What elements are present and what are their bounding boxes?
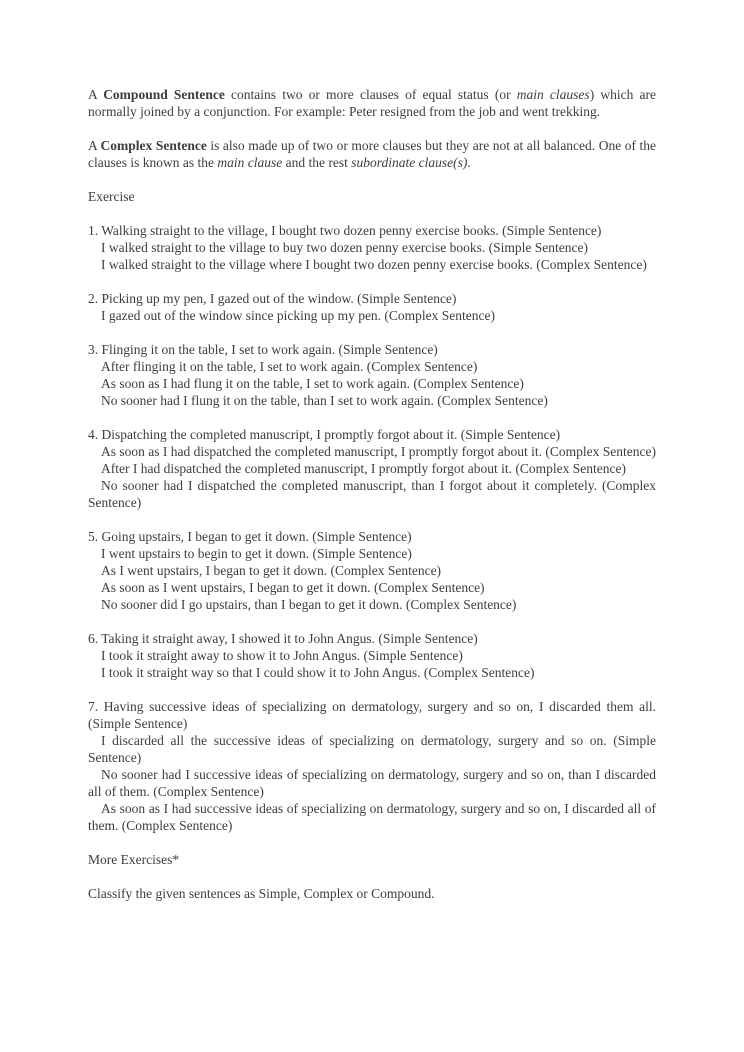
term-bold: Complex Sentence — [100, 138, 207, 153]
exercise-item-alt-sentence: I took it straight way so that I could show it to John Angus. (Complex Sentence) — [101, 665, 535, 680]
exercise-item-alt-sentence: As I went upstairs, I began to get it down. (Complex Sentence) — [101, 563, 442, 578]
term-bold: Compound Sentence — [103, 87, 225, 102]
exercise-heading: Exercise — [88, 189, 135, 204]
exercise-item-alt-sentence: I went upstairs to begin to get it down. (Simple Sentence) — [101, 546, 412, 561]
exercise-list — [88, 222, 656, 834]
text-run: . — [467, 155, 471, 170]
exercise-item — [88, 341, 656, 409]
exercise-item-alt-sentence: I walked straight to the village where I bought two dozen penny exercise books. (Complex Sentence) — [101, 257, 647, 272]
exercise-item-first-sentence: 5. Going upstairs, I began to get it down. (Simple Sentence) — [88, 529, 412, 544]
closing-instruction: Classify the given sentences as Simple, Complex or Compound. — [88, 886, 435, 901]
exercise-item-first-sentence: 3. Flinging it on the table, I set to work again. (Simple Sentence) — [88, 342, 438, 357]
intro-paragraph — [88, 137, 656, 171]
exercise-item — [88, 426, 656, 511]
exercise-item — [88, 698, 656, 834]
exercise-item-alt-sentence: After flinging it on the table, I set to work again. (Complex Sentence) — [101, 359, 478, 374]
term-italic: subordinate clause(s) — [351, 155, 468, 170]
intro-paragraph — [88, 86, 656, 120]
text-run: ) which are normally joined by a conjunction. For example: Peter resigned from the job and went trekking. — [88, 87, 656, 119]
text-run: A — [88, 87, 104, 102]
exercise-item — [88, 290, 656, 324]
text-run: A — [88, 138, 101, 153]
text-run: and the rest — [282, 155, 352, 170]
term-italic: main clause — [217, 155, 283, 170]
exercise-item-alt-sentence: As soon as I had dispatched the completed manuscript, I promptly forgot about it. (Complex Sentence) — [101, 444, 657, 459]
exercise-item-alt-sentence: As soon as I had flung it on the table, I set to work again. (Complex Sentence) — [101, 376, 524, 391]
exercise-item — [88, 222, 656, 273]
exercise-item — [88, 630, 656, 681]
term-italic: main clauses — [516, 87, 590, 102]
exercise-item-alt-sentence: No sooner had I dispatched the completed manuscript, than I forgot about it completely. (Complex Sentence) — [88, 478, 656, 510]
exercise-item-first-sentence: 4. Dispatching the completed manuscript, I promptly forgot about it. (Simple Sentence) — [88, 427, 561, 442]
more-exercises-heading: More Exercises* — [88, 852, 180, 867]
exercise-item-first-sentence: 2. Picking up my pen, I gazed out of the window. (Simple Sentence) — [88, 291, 457, 306]
text-run: is also made up of two or more clauses but they are not at all balanced. One of the clauses is known as the — [88, 138, 657, 170]
exercise-item-alt-sentence: After I had dispatched the completed manuscript, I promptly forgot about it. (Complex Sentence) — [101, 461, 626, 476]
exercise-item-alt-sentence: No sooner had I successive ideas of specializing on dermatology, surgery and so on, than I discarded all of them. (Complex Sentence) — [88, 767, 656, 799]
exercise-item-alt-sentence: I took it straight away to show it to John Angus. (Simple Sentence) — [101, 648, 463, 663]
exercise-item-alt-sentence: I walked straight to the village to buy two dozen penny exercise books. (Simple Sentence) — [101, 240, 588, 255]
text-run: contains two or more clauses of equal status (or — [224, 87, 517, 102]
exercise-item-first-sentence: 1. Walking straight to the village, I bought two dozen penny exercise books. (Simple Sentence) — [88, 223, 602, 238]
exercise-item-first-sentence: 7. Having successive ideas of specializing on dermatology, surgery and so on, I discarded them all. (Simple Sentence) — [88, 699, 656, 731]
exercise-item-alt-sentence: No sooner had I flung it on the table, than I set to work again. (Complex Sentence) — [101, 393, 548, 408]
intro-paragraphs — [88, 86, 656, 171]
exercise-item-alt-sentence: I gazed out of the window since picking up my pen. (Complex Sentence) — [101, 308, 496, 323]
exercise-item-first-sentence: 6. Taking it straight away, I showed it to John Angus. (Simple Sentence) — [88, 631, 478, 646]
exercise-item-alt-sentence: As soon as I went upstairs, I began to get it down. (Complex Sentence) — [101, 580, 485, 595]
exercise-item-alt-sentence: I discarded all the successive ideas of specializing on dermatology, surgery and so on. (Simple Sentence) — [88, 733, 656, 765]
exercise-item-alt-sentence: As soon as I had successive ideas of specializing on dermatology, surgery and so on, I discarded all of them. (Complex Sentence) — [88, 801, 656, 833]
exercise-item-alt-sentence: No sooner did I go upstairs, than I began to get it down. (Complex Sentence) — [101, 597, 517, 612]
exercise-item — [88, 528, 656, 613]
